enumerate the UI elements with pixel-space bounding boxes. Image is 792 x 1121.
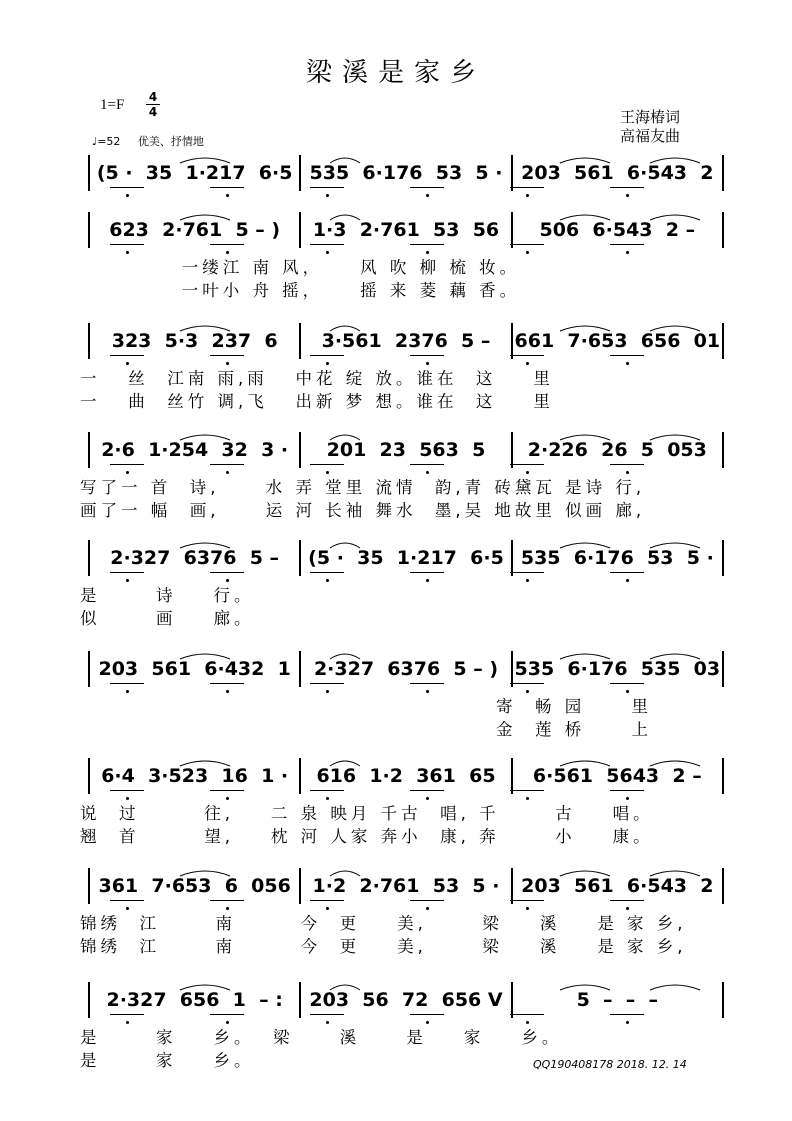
measure-notes: (5 · 35 1·217 6·5 (96, 162, 293, 184)
octave-dot (326, 797, 329, 800)
barline (88, 212, 90, 248)
barline (511, 651, 513, 687)
measure-notes: 6·561 5643 2 – (532, 765, 702, 787)
octave-dot (226, 194, 229, 197)
measure-notes: 2·6 1·254 32 3 · (101, 439, 289, 461)
expression-marking: 优美、抒情地 (137, 135, 204, 148)
beam-line (610, 683, 644, 684)
measure (92, 982, 297, 1018)
lyric-line: 一叶小 舟 摇， 摇 来 菱 藕 香。 (80, 281, 521, 300)
barline (299, 323, 301, 359)
beam-line (610, 244, 644, 245)
measure-notes: 535 6·176 53 5 · (309, 162, 503, 184)
credits (620, 108, 680, 146)
octave-dot (326, 1021, 329, 1024)
beam-line (210, 244, 244, 245)
octave-dot (226, 362, 229, 365)
beam-line (510, 187, 544, 188)
time-signature (146, 91, 160, 118)
measure-notes: 6·4 3·523 16 1 · (101, 765, 289, 787)
beam-line (210, 355, 244, 356)
octave-dot (626, 690, 629, 693)
lyric-line: 似 画 廊。 (80, 609, 255, 628)
beam-line (110, 900, 144, 901)
beam-line (610, 1014, 644, 1015)
time-signature-bottom: 4 (148, 105, 158, 119)
measure (515, 212, 720, 248)
lyric-line: 金 莲 桥 上 (80, 720, 652, 739)
beam-line (510, 244, 544, 245)
beam-line (410, 187, 444, 188)
lyric-line: 画了一 幅 画, 运 河 长袖 舞水 墨,吴 地故里 似画 廊, (80, 501, 646, 520)
barline (299, 651, 301, 687)
barline (722, 758, 724, 794)
measure-notes: 2·327 656 1 – : (106, 989, 283, 1011)
beam-line (410, 790, 444, 791)
lyric-line: 是 诗 行。 (80, 586, 255, 605)
beam-line (310, 355, 344, 356)
octave-dot (226, 1021, 229, 1024)
octave-dot (126, 471, 129, 474)
measure (303, 540, 508, 576)
time-signature-top: 4 (148, 90, 158, 104)
measure-notes: 2·327 6376 5 – (110, 547, 280, 569)
barline (511, 323, 513, 359)
beam-line (110, 464, 144, 465)
measure (303, 432, 508, 468)
beam-line (310, 790, 344, 791)
octave-dot (426, 579, 429, 582)
key-signature: 1=F (100, 97, 125, 113)
measure (92, 155, 297, 191)
beam-line (110, 572, 144, 573)
barline (299, 212, 301, 248)
barline (88, 758, 90, 794)
measure (303, 982, 508, 1018)
beam-line (610, 464, 644, 465)
beam-line (610, 355, 644, 356)
measure-notes: 323 5·3 237 6 (111, 330, 278, 352)
octave-dot (326, 907, 329, 910)
measure-notes: 3·561 2376 5 – (321, 330, 491, 352)
measure-notes: 2·327 6376 5 – ) (313, 658, 499, 680)
beam-line (110, 244, 144, 245)
barline (88, 432, 90, 468)
beam-line (410, 355, 444, 356)
notation-line (86, 651, 726, 687)
beam-line (210, 1014, 244, 1015)
song-title: 梁溪是家乡 (305, 58, 486, 88)
octave-dot (526, 362, 529, 365)
barline (722, 651, 724, 687)
footer-note: QQ190408178 2018. 12. 14 (533, 1058, 687, 1071)
measure-notes: 616 1·2 361 65 (316, 765, 496, 787)
barline (511, 758, 513, 794)
measure-notes: 1·2 2·761 53 5 · (312, 875, 500, 897)
measure-notes: 506 6·543 2 – (539, 219, 696, 241)
beam-line (310, 572, 344, 573)
barline (299, 868, 301, 904)
octave-dot (126, 362, 129, 365)
barline (88, 868, 90, 904)
octave-dot (626, 362, 629, 365)
beam-line (510, 464, 544, 465)
octave-dot (426, 471, 429, 474)
measure-notes: 1·3 2·761 53 56 (312, 219, 500, 241)
measure-notes: (5 · 35 1·217 6·5 (308, 547, 504, 569)
octave-dot (126, 1021, 129, 1024)
score-system (0, 758, 792, 846)
octave-dot (226, 471, 229, 474)
beam-line (310, 464, 344, 465)
measure-notes: 5 – – – (576, 989, 659, 1011)
beam-line (410, 464, 444, 465)
measure (303, 651, 508, 687)
barline (88, 155, 90, 191)
measure (92, 758, 297, 794)
octave-dot (226, 797, 229, 800)
beam-line (410, 244, 444, 245)
barline (722, 155, 724, 191)
beam-line (410, 683, 444, 684)
barline (88, 323, 90, 359)
beam-line (310, 683, 344, 684)
barline (511, 155, 513, 191)
barline (511, 432, 513, 468)
octave-dot (526, 797, 529, 800)
measure (92, 432, 297, 468)
beam-line (310, 244, 344, 245)
measure (515, 540, 720, 576)
beam-line (410, 900, 444, 901)
octave-dot (426, 797, 429, 800)
barline (299, 982, 301, 1018)
score-system (0, 432, 792, 520)
lyric-line: 是 家 乡。 (80, 1051, 255, 1070)
measure (303, 323, 508, 359)
beam-line (410, 1014, 444, 1015)
beam-line (210, 790, 244, 791)
octave-dot (326, 579, 329, 582)
octave-dot (126, 251, 129, 254)
measure (515, 868, 720, 904)
barline (511, 540, 513, 576)
lyric-line: 一 曲 丝竹 调,飞 出新 梦 想。谁在 这 里 (80, 392, 554, 411)
beam-line (110, 683, 144, 684)
measure (303, 155, 508, 191)
barline (722, 982, 724, 1018)
measure (303, 868, 508, 904)
barline (88, 982, 90, 1018)
beam-line (610, 790, 644, 791)
barline (722, 323, 724, 359)
beam-line (210, 572, 244, 573)
beam-line (510, 1014, 544, 1015)
octave-dot (126, 907, 129, 910)
lyric-line: 锦绣 江 南 今 更 美, 梁 溪 是 家 乡, (80, 937, 687, 956)
barline (722, 212, 724, 248)
measure-notes: 661 7·653 656 01 (514, 330, 720, 352)
tempo-marking (92, 133, 204, 149)
beam-line (410, 572, 444, 573)
octave-dot (126, 690, 129, 693)
beam-line (310, 900, 344, 901)
barline (511, 982, 513, 1018)
octave-dot (526, 690, 529, 693)
measure (92, 651, 297, 687)
octave-dot (326, 471, 329, 474)
beam-line (510, 572, 544, 573)
beam-line (210, 683, 244, 684)
octave-dot (226, 251, 229, 254)
beam-line (610, 187, 644, 188)
measure (515, 982, 720, 1018)
barline (511, 212, 513, 248)
beam-line (510, 683, 544, 684)
notation-line (86, 155, 726, 191)
measure (92, 212, 297, 248)
octave-dot (426, 1021, 429, 1024)
measure-notes: 2·226 26 5 053 (527, 439, 707, 461)
barline (722, 868, 724, 904)
octave-dot (326, 251, 329, 254)
octave-dot (326, 194, 329, 197)
lyric-line: 说 过 往, 二 泉 映月 千古 唱, 千 古 唱。 (80, 804, 654, 823)
beam-line (610, 572, 644, 573)
lyric-line: 锦绣 江 南 今 更 美, 梁 溪 是 家 乡, (80, 914, 687, 933)
measure (515, 323, 720, 359)
notation-line (86, 323, 726, 359)
octave-dot (426, 194, 429, 197)
lyricist-credit: 王海椿词 (620, 108, 681, 126)
lyric-line: 翘 首 望, 枕 河 人家 奔小 康, 奔 小 康。 (80, 827, 654, 846)
lyric-line: 寄 畅 园 里 (80, 697, 652, 716)
barline (88, 651, 90, 687)
measure (515, 758, 720, 794)
octave-dot (526, 579, 529, 582)
barline (299, 758, 301, 794)
notation-line (86, 432, 726, 468)
notation-line (86, 540, 726, 576)
beam-line (210, 187, 244, 188)
beam-line (510, 900, 544, 901)
beam-line (110, 1014, 144, 1015)
beam-line (110, 187, 144, 188)
octave-dot (626, 907, 629, 910)
octave-dot (226, 907, 229, 910)
beam-line (110, 790, 144, 791)
measure-notes: 203 561 6·432 1 (98, 658, 291, 680)
measure (515, 155, 720, 191)
octave-dot (426, 690, 429, 693)
octave-dot (526, 1021, 529, 1024)
octave-dot (426, 907, 429, 910)
lyric-line: 是 家 乡。 梁 溪 是 家 乡。 (80, 1028, 563, 1047)
score-system (0, 868, 792, 956)
measure-notes: 201 23 563 5 (326, 439, 486, 461)
octave-dot (626, 797, 629, 800)
barline (722, 432, 724, 468)
barline (299, 432, 301, 468)
beam-line (210, 900, 244, 901)
barline (299, 540, 301, 576)
composer-credit: 高福友曲 (620, 127, 681, 145)
octave-dot (626, 471, 629, 474)
barline (299, 155, 301, 191)
beam-line (110, 355, 144, 356)
beam-line (310, 187, 344, 188)
octave-dot (526, 194, 529, 197)
notation-line (86, 758, 726, 794)
octave-dot (626, 194, 629, 197)
octave-dot (326, 362, 329, 365)
beam-line (510, 355, 544, 356)
score-system (0, 651, 792, 739)
octave-dot (126, 797, 129, 800)
octave-dot (626, 1021, 629, 1024)
measure (303, 758, 508, 794)
octave-dot (126, 579, 129, 582)
measure (303, 212, 508, 248)
lyric-line: 写了一 首 诗, 水 弄 堂里 流情 韵,青 砖黛瓦 是诗 行, (80, 478, 646, 497)
barline (88, 540, 90, 576)
measure-notes: 535 6·176 53 5 · (520, 547, 714, 569)
beam-line (510, 790, 544, 791)
tempo-value: ♩=52 (92, 135, 121, 148)
octave-dot (526, 907, 529, 910)
score-system (0, 212, 792, 300)
score-system (0, 540, 792, 628)
octave-dot (526, 471, 529, 474)
octave-dot (226, 579, 229, 582)
measure-notes: 203 561 6·543 2 (521, 875, 714, 897)
measure-notes: 623 2·761 5 – ) (109, 219, 281, 241)
notation-line (86, 982, 726, 1018)
lyric-line: 一缕江 南 风， 风 吹 柳 梳 妆。 (80, 258, 521, 277)
octave-dot (526, 251, 529, 254)
measure-notes: 203 561 6·543 2 (521, 162, 714, 184)
beam-line (210, 464, 244, 465)
beam-line (610, 900, 644, 901)
octave-dot (326, 690, 329, 693)
beam-line (310, 1014, 344, 1015)
measure (92, 540, 297, 576)
octave-dot (226, 690, 229, 693)
measure (515, 432, 720, 468)
measure-notes: 203 56 72 656 V (309, 989, 503, 1011)
octave-dot (426, 251, 429, 254)
octave-dot (626, 251, 629, 254)
measure (92, 868, 297, 904)
barline (511, 868, 513, 904)
score-system (0, 323, 792, 411)
measure (515, 651, 720, 687)
barline (722, 540, 724, 576)
lyric-line: 一 丝 江南 雨,雨 中花 绽 放。谁在 这 里 (80, 369, 554, 388)
notation-line (86, 868, 726, 904)
measure-notes: 361 7·653 6 056 (98, 875, 291, 897)
octave-dot (626, 579, 629, 582)
notation-line (86, 212, 726, 248)
octave-dot (426, 362, 429, 365)
octave-dot (126, 194, 129, 197)
measure-notes: 535 6·176 535 03 (514, 658, 720, 680)
measure (92, 323, 297, 359)
